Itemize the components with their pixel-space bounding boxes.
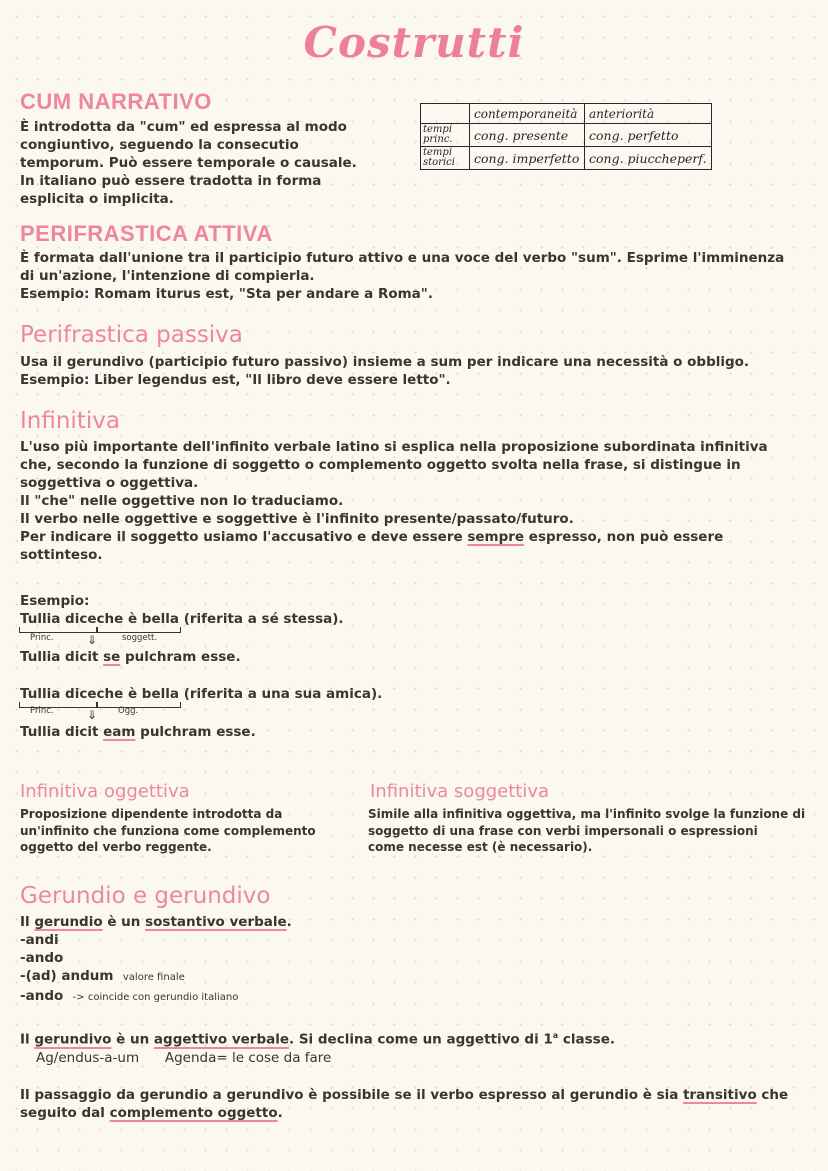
underlined-word: eam: [103, 724, 136, 740]
text-line: esplicita o implicita.: [20, 191, 174, 207]
text-line: seguito dal complemento oggetto.: [20, 1105, 283, 1121]
infinitiva-text: [20, 438, 768, 564]
arrow-down-icon: ⇓: [87, 708, 98, 722]
text-line: Il verbo nelle oggettive e soggettive è l'infinito presente/passato/futuro.: [20, 511, 574, 527]
bracket-label: Princ.: [30, 706, 54, 716]
table-col-header: contemporaneità: [470, 104, 585, 124]
main-clause: Tullia dice: [20, 611, 97, 627]
text-line: soggettiva o oggettiva.: [20, 475, 199, 491]
main-clause: Tullia dice: [20, 686, 97, 702]
passiva-text: [20, 353, 749, 389]
text-line: Esempio: Romam iturus est, "Sta per andare a Roma".: [20, 286, 433, 302]
text-line: un'infinito che funziona come complemento: [20, 823, 316, 838]
sub-clause: che è bella: [96, 686, 179, 702]
text-line: congiuntivo, seguendo la consecutio: [20, 137, 299, 153]
text-line: È formata dall'unione tra il participio futuro attivo e una voce del verbo "sum". Esprime l'imminenza: [20, 250, 785, 266]
text-line: Il "che" nelle oggettive non lo traduciamo.: [20, 493, 344, 509]
cum-text: [20, 118, 357, 208]
soggettiva-heading: Infinitiva soggettiva: [370, 781, 550, 802]
passaggio-text: [20, 1086, 788, 1122]
sub-clause: che è bella: [96, 611, 179, 627]
text-line: Usa il gerundivo (participio futuro passivo) insieme a sum per indicare una necessità o obbligo.: [20, 354, 750, 370]
arrow-down-icon: ⇓: [87, 633, 98, 647]
bracket-sub: [97, 702, 181, 708]
text-line: Per indicare il soggetto usiamo l'accusativo e deve essere sempre espresso, non può essere: [20, 529, 724, 545]
passiva-heading: Perifrastica passiva: [20, 322, 243, 348]
attiva-text: [20, 249, 784, 303]
example-label: Esempio:: [20, 593, 90, 609]
table-row-header: tempi storici: [421, 147, 470, 170]
ending: -(ad) andum valore finale: [20, 968, 185, 984]
table-col-header: anteriorità: [585, 104, 712, 124]
oggettiva-heading: Infinitiva oggettiva: [20, 781, 190, 802]
text-line: Esempio: Liber legendus est, "Il libro deve essere letto".: [20, 372, 451, 388]
text-line: Il passaggio da gerundio a gerundivo è possibile se il verbo espresso al gerundio è sia transitivo che: [20, 1087, 789, 1103]
bracket-label: soggett.: [122, 633, 158, 643]
soggettiva-text: [368, 806, 805, 856]
bracket-label: Princ.: [30, 633, 54, 643]
underlined-word: se: [103, 649, 121, 665]
cum-heading: CUM NARRATIVO: [20, 89, 212, 114]
text-line: che, secondo la funzione di soggetto o complemento oggetto svolta nella frase, si distingue in: [20, 457, 741, 473]
underlined-word: sempre: [467, 529, 525, 545]
consecutio-table: [420, 103, 712, 170]
table-cell: cong. presente: [470, 124, 585, 147]
example-2-italian: Tullia diceche è bella (riferita a una sua amica).: [20, 686, 383, 702]
table-cell: cong. piuccheperf.: [585, 147, 712, 170]
gerundio-text: [20, 913, 292, 1007]
text-line: Il gerundivo è un aggettivo verbale. Si declina come un aggettivo di 1$^a$ classe.: [20, 1031, 615, 1048]
text-line: soggetto di una frase con verbi impersonali o espressioni: [368, 823, 758, 838]
table-row-header: tempi princ.: [421, 124, 470, 147]
oggettiva-text: [20, 806, 316, 856]
bracket-label: Ogg.: [118, 706, 139, 716]
page-title: Costrutti: [303, 18, 525, 67]
text-line: di un'azione, l'intenzione di compierla.: [20, 268, 315, 284]
table-corner: [421, 104, 470, 124]
text-line: Il gerundio è un sostantivo verbale.: [20, 914, 292, 930]
ending: -ando: [20, 950, 64, 966]
gerundivo-text: [20, 1027, 615, 1067]
example-2-latin: Tullia dicit eam pulchram esse.: [20, 724, 256, 740]
text-line: oggetto del verbo reggente.: [20, 840, 212, 854]
ending: -andi: [20, 932, 59, 948]
text-line: temporum. Può essere temporale o causale.: [20, 155, 357, 171]
example-1-italian: Tullia diceche è bella (riferita a sé stessa).: [20, 611, 344, 627]
gerundio-heading: Gerundio e gerundivo: [20, 883, 271, 909]
text-line: Simile alla infinitiva oggettiva, ma l'infinito svolge la funzione di: [368, 807, 806, 821]
text-line: sottinteso.: [20, 547, 103, 563]
ending: -ando -> coincide con gerundio italiano: [20, 988, 239, 1004]
text-line: Ag/endus-a-um Agenda= le cose da fare: [36, 1049, 332, 1066]
infinitiva-heading: Infinitiva: [20, 408, 120, 434]
example-1-latin: Tullia dicit se pulchram esse.: [20, 649, 241, 665]
text-line: È introdotta da "cum" ed espressa al modo: [20, 119, 347, 135]
text-line: L'uso più importante dell'infinito verbale latino si esplica nella proposizione subordinata infinitiva: [20, 439, 768, 455]
table-cell: cong. imperfetto: [470, 147, 585, 170]
attiva-heading: PERIFRASTICA ATTIVA: [20, 221, 273, 246]
table-cell: cong. perfetto: [585, 124, 712, 147]
text-line: Proposizione dipendente introdotta da: [20, 807, 283, 821]
text-line: In italiano può essere tradotta in forma: [20, 173, 322, 189]
text-line: come necesse est (è necessario).: [368, 840, 593, 854]
